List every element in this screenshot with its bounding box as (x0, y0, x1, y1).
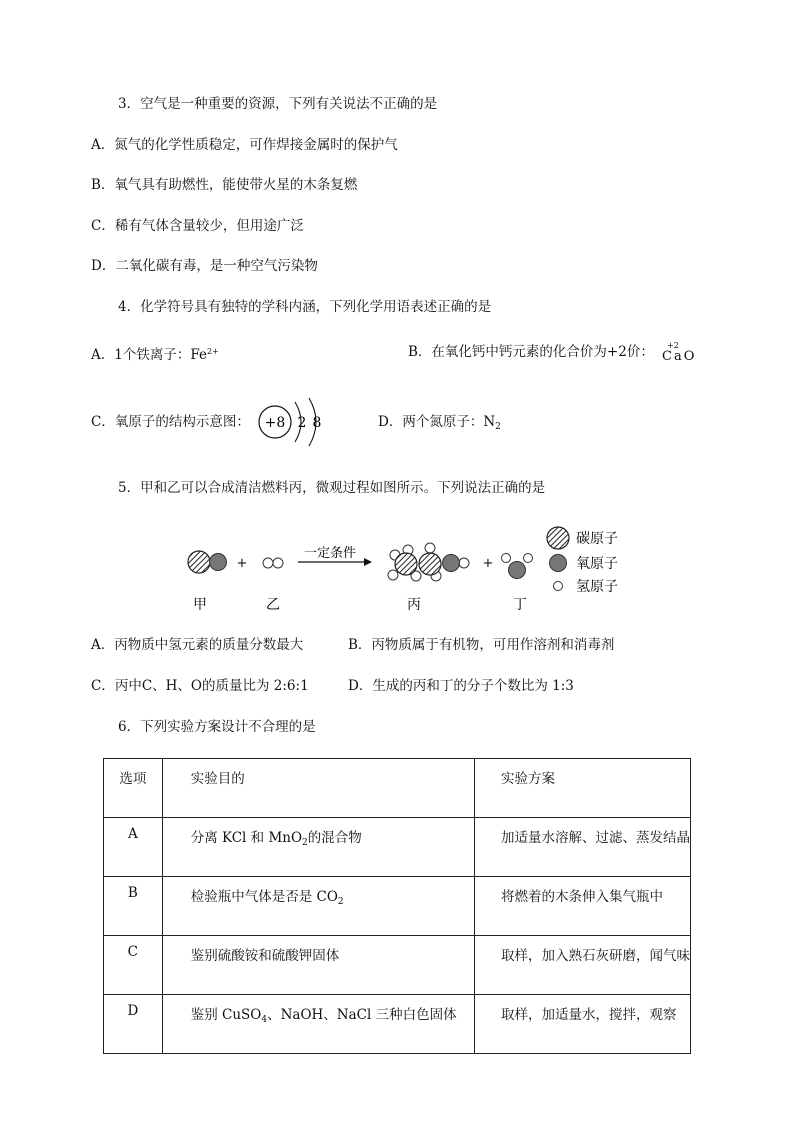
arrow-head (364, 558, 372, 566)
hydrogen-atom (425, 543, 435, 553)
q4-option-b: B．在氧化钙中钙元素的化合价为+2价： (408, 344, 654, 360)
row-purpose (162, 936, 474, 995)
header-purpose: 实验目的 (162, 759, 474, 818)
q3-option-c: C．稀有气体含量较少，但用途广泛 (91, 218, 304, 234)
hydrogen-atom (273, 558, 283, 568)
hydrogen-atom (388, 570, 398, 580)
q4-stem: 4．化学符号具有独特的学科内涵，下列化学用语表述正确的是 (118, 299, 492, 315)
purpose-text: 检验瓶中气体是否是 CO (190, 889, 338, 905)
hydrogen-atom (524, 554, 533, 563)
row-option: B (104, 877, 163, 936)
label-jia: 甲 (193, 597, 207, 613)
molecule-yi (263, 558, 283, 568)
label-bing: 丙 (407, 597, 421, 613)
cao-valence-formula (662, 341, 702, 367)
valence-label: +2 (667, 341, 679, 350)
legend-oxygen-label: 氧原子 (576, 556, 618, 572)
molecule-jia (188, 551, 227, 573)
header-plan: 实验方案 (475, 759, 691, 818)
legend-hydrogen-label: 氢原子 (576, 579, 618, 595)
row-plan: 取样，加适量水，搅拌，观察 (475, 995, 691, 1054)
carbon-atom (419, 553, 441, 575)
row-plan: 取样，加入熟石灰研磨，闻气味 (475, 936, 691, 995)
q5-option-c: C．丙中C、H、O的质量比为 2:6:1 (91, 678, 309, 694)
q5-option-d: D．生成的丙和丁的分子个数比为 1:3 (348, 678, 574, 694)
row-plan: 加适量水溶解、过滤、蒸发结晶 (475, 818, 691, 877)
subscript: 2 (337, 897, 344, 907)
row-option: D (104, 995, 163, 1054)
q4-option-d (378, 413, 501, 436)
row-plan: 将燃着的木条伸入集气瓶中 (475, 877, 691, 936)
q4-option-a (91, 343, 219, 364)
q5-option-b: B．丙物质属于有机物，可用作溶剂和消毒剂 (348, 637, 615, 653)
molecule-ding (502, 554, 533, 579)
q4-option-a-text: A．1个铁离子：Fe (91, 347, 207, 363)
shell-2-electrons: 8 (312, 415, 322, 431)
nucleus-charge: +8 (264, 415, 286, 431)
legend-oxygen-symbol (550, 555, 567, 572)
table-header-row (104, 759, 691, 818)
oxygen-atom (443, 555, 460, 572)
oxygen-atom (210, 554, 227, 571)
carbon-atom (188, 551, 210, 573)
table-row (104, 995, 691, 1054)
plus-sign-1: + (236, 556, 248, 571)
q3-option-b: B．氧气具有助燃性，能使带火星的木条复燃 (91, 177, 358, 193)
row-purpose (162, 877, 474, 936)
reaction-condition: 一定条件 (303, 546, 357, 561)
purpose-text: 鉴别硫酸铵和硫酸钾固体 (190, 948, 340, 964)
legend-carbon-label: 碳原子 (576, 531, 618, 547)
oxygen-atom-structure-diagram (255, 396, 335, 452)
purpose-text-tail: 、NaOH、NaCl 三种白色固体 (267, 1007, 457, 1023)
row-option: A (104, 818, 163, 877)
hydrogen-atom (263, 558, 273, 568)
table-row (104, 818, 691, 877)
oxygen-atom (509, 562, 526, 579)
molecule-bing (388, 543, 469, 581)
purpose-text: 分离 KCl 和 MnO (190, 830, 303, 846)
table-row (104, 877, 691, 936)
purpose-text: 鉴别 CuSO (190, 1007, 262, 1023)
row-option: C (104, 936, 163, 995)
q3-option-a: A．氮气的化学性质稳定，可作焊接金属时的保护气 (91, 137, 398, 153)
label-ding: 丁 (513, 597, 527, 613)
q5-stem: 5．甲和乙可以合成清洁燃料丙，微观过程如图所示。下列说法正确的是 (118, 480, 546, 496)
q4-option-c: C．氧原子的结构示意图： (91, 414, 250, 430)
row-purpose (162, 995, 474, 1054)
reaction-diagram (180, 520, 640, 620)
experiment-table (103, 758, 691, 1054)
q4-option-d-text: D．两个氮原子：N (378, 414, 496, 430)
row-purpose (162, 818, 474, 877)
q5-option-a: A．丙物质中氢元素的质量分数最大 (91, 637, 304, 653)
legend-hydrogen-symbol (554, 582, 563, 591)
table-row (104, 936, 691, 995)
q6-stem: 6．下列实验方案设计不合理的是 (118, 719, 316, 735)
shell-1-electrons: 2 (297, 415, 307, 431)
diagram-legend (547, 527, 618, 595)
label-yi: 乙 (266, 597, 280, 613)
carbon-atom (395, 553, 417, 575)
header-option: 选项 (104, 759, 163, 818)
subscript: 2 (495, 422, 501, 432)
subscript: 2 (302, 838, 308, 848)
subscript: 4 (261, 1015, 268, 1025)
cao-formula: CaO (662, 349, 697, 364)
hydrogen-atom (459, 558, 469, 568)
purpose-text-tail: 的混合物 (307, 830, 362, 846)
hydrogen-atom (502, 554, 511, 563)
q3-stem: 3．空气是一种重要的资源，下列有关说法不正确的是 (118, 96, 438, 112)
plus-sign-2: + (482, 556, 494, 571)
charge-superscript: 2+ (206, 347, 219, 356)
legend-carbon-symbol (547, 527, 569, 549)
q3-option-d: D．二氧化碳有毒，是一种空气污染物 (91, 258, 318, 274)
